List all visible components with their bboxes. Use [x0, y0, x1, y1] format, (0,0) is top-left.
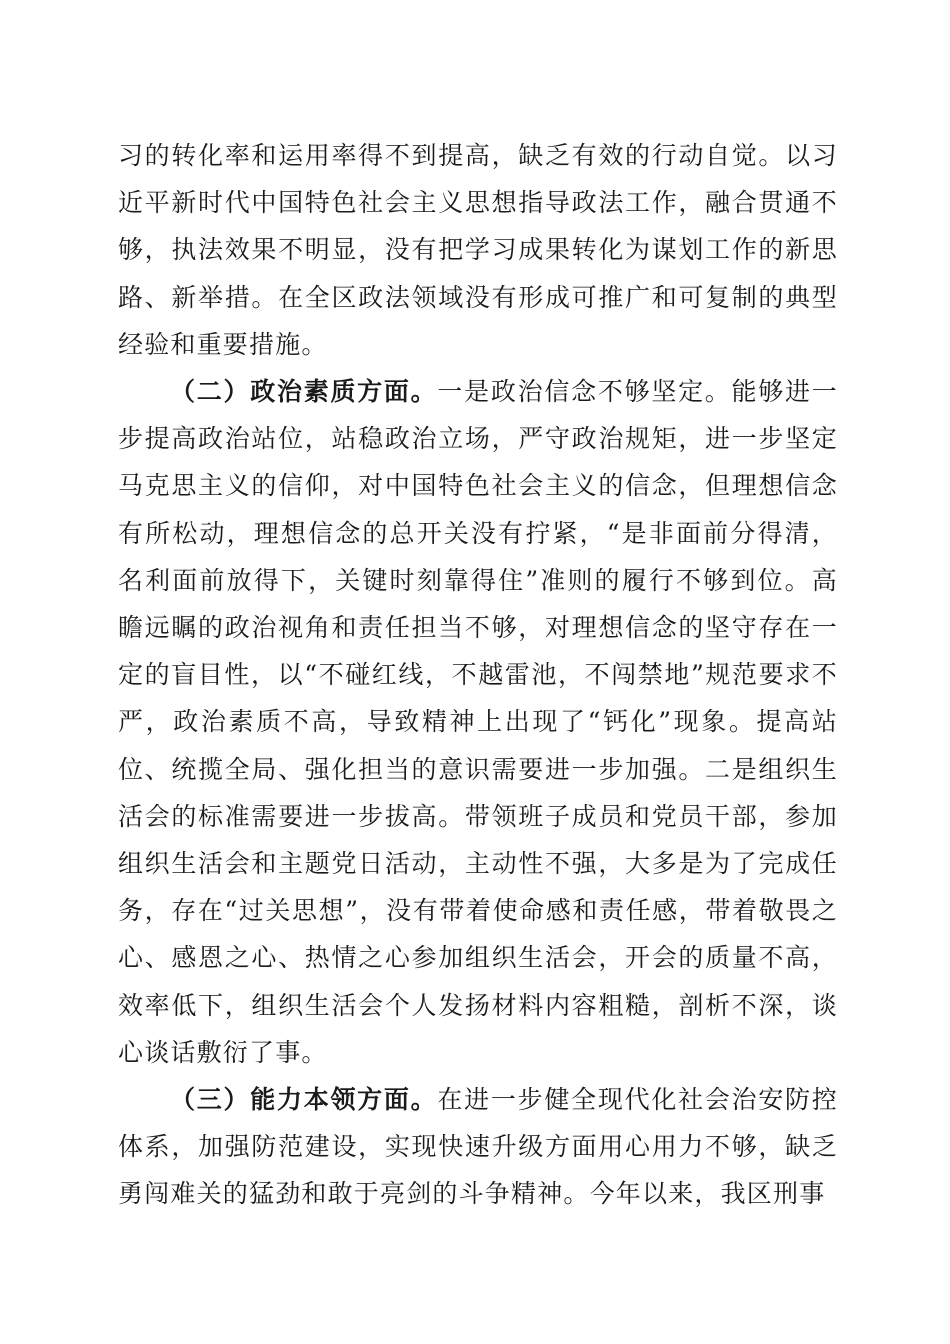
paragraph-ability	[118, 1076, 838, 1218]
section-heading-ability: （三）能力本领方面。	[170, 1085, 438, 1115]
paragraph-body: 习的转化率和运用率得不到提高，缺乏有效的行动自觉。以习近平新时代中国特色社会主义思想指导政法工作，融合贯通不够，执法效果不明显，没有把学习成果转化为谋划工作的新思路、新举措。在全区政法领域没有形成可推广和可复制的典型经验和重要措施。	[118, 141, 838, 359]
paragraph-body: 一是政治信念不够坚定。能够进一步提高政治站位，站稳政治立场，严守政治规矩，进一步坚定马克思主义的信仰，对中国特色社会主义的信念，但理想信念有所松动，理想信念的总开关没有拧紧，“是非面前分得清，名利面前放得下，关键时刻靠得住”准则的履行不够到位。高瞻远瞩的政治视角和责任担当不够，对理想信念的坚守存在一定的盲目性，以“不碰红线，不越雷池，不闯禁地”规范要求不严，政治素质不高，导致精神上出现了“钙化”现象。提高站位、统揽全局、强化担当的意识需要进一步加强。二是组织生活会的标准需要进一步拔高。带领班子成员和党员干部，参加组织生活会和主题党日活动，主动性不强，大多是为了完成任务，存在“过关思想”，没有带着使命感和责任感，带着敬畏之心、感恩之心、热情之心参加组织生活会，开会的质量不高，效率低下，组织生活会个人发扬材料内容粗糙，剖析不深，谈心谈话敷衍了事。	[118, 377, 838, 1067]
paragraph-body: 在进一步健全现代化社会治安防控体系，加强防范建设，实现快速升级方面用心用力不够，缺乏勇闯难关的猛劲和敢于亮剑的斗争精神。今年以来，我区刑事	[118, 1085, 838, 1209]
section-heading-political-quality: （二）政治素质方面。	[170, 377, 438, 407]
paragraph-continuation	[118, 132, 838, 368]
document-body	[118, 132, 838, 1218]
paragraph-political-quality	[118, 368, 838, 1076]
